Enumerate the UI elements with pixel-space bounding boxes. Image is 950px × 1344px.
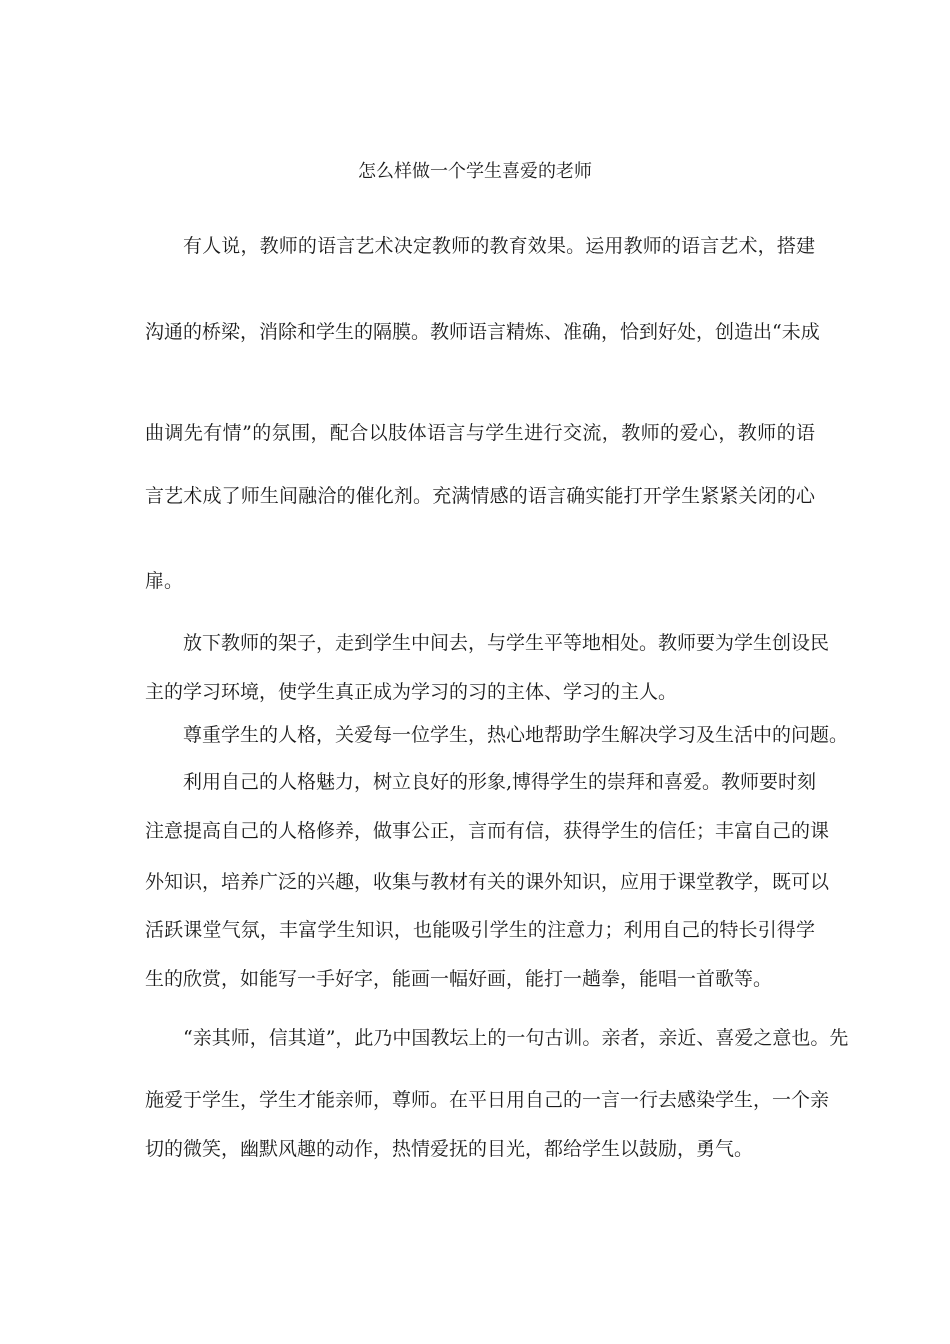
paragraph-line: 有人说，教师的语言艺术决定教师的教育效果。运用教师的语言艺术，搭建 <box>183 235 815 257</box>
paragraph-line: 施爱于学生，学生才能亲师，尊师。在平日用自己的一言一行去感染学生，一个亲 <box>145 1089 830 1111</box>
paragraph-line: 活跃课堂气氛，丰富学生知识，也能吸引学生的注意力；利用自己的特长引得学 <box>145 919 815 941</box>
paragraph-line: 曲调先有情”的氛围，配合以肢体语言与学生进行交流，教师的爱心，教师的语 <box>145 422 815 444</box>
paragraph-line: 放下教师的架子，走到学生中间去，与学生平等地相处。教师要为学生创设民 <box>183 632 830 654</box>
paragraph-line: 利用自己的人格魅力，树立良好的形象,博得学生的崇拜和喜爱。教师要时刻 <box>183 771 817 793</box>
paragraph-line: 外知识，培养广泛的兴趣，收集与教材有关的课外知识，应用于课堂教学，既可以 <box>145 871 830 893</box>
paragraph-line: 注意提高自己的人格修养，做事公正，言而有信，获得学生的信任；丰富自己的课 <box>145 820 830 842</box>
paragraph-line: 尊重学生的人格，关爱每一位学生，热心地帮助学生解决学习及生活中的问题。 <box>183 724 849 746</box>
paragraph-line: 切的微笑，幽默风趣的动作，热情爱抚的目光，都给学生以鼓励，勇气。 <box>145 1138 754 1160</box>
paragraph-line: 生的欣赏，如能写一手好字，能画一幅好画，能打一趟拳，能唱一首歌等。 <box>145 968 773 990</box>
paragraph-line: 主的学习环境，使学生真正成为学习的习的主体、学习的主人。 <box>145 681 678 703</box>
paragraph-line: 沟通的桥梁，消除和学生的隔膜。教师语言精炼、准确，恰到好处，创造出“未成 <box>145 321 820 343</box>
paragraph-line: 扉。 <box>145 570 184 592</box>
paragraph-line: “亲其师，信其道”，此乃中国教坛上的一句古训。亲者，亲近、喜爱之意也。先 <box>183 1027 849 1049</box>
paragraph-line: 言艺术成了师生间融洽的催化剂。充满情感的语言确实能打开学生紧紧关闭的心 <box>145 485 815 507</box>
document-title: 怎么样做一个学生喜爱的老师 <box>358 161 592 182</box>
